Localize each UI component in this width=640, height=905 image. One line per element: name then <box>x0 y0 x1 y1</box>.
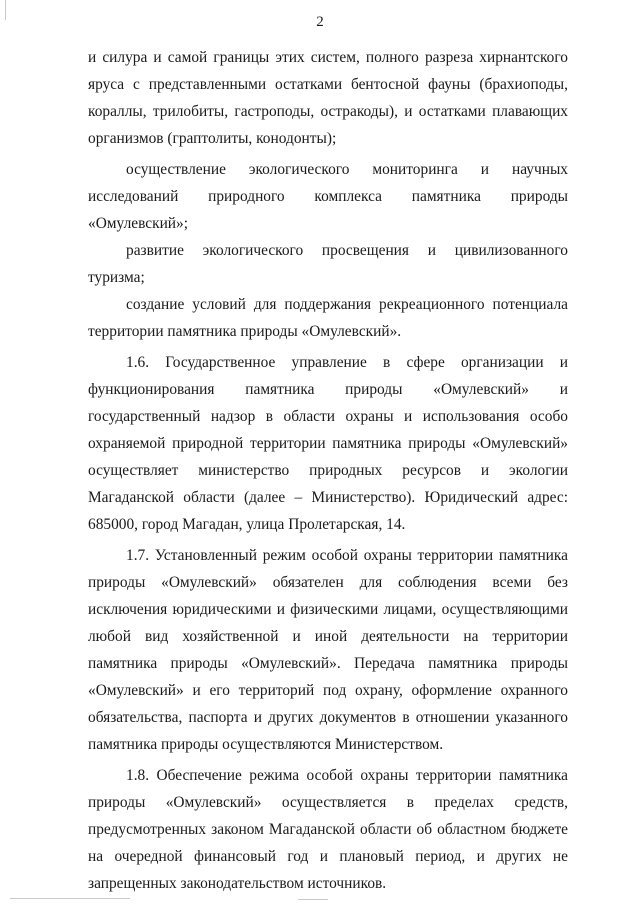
paragraph-continuation: и силура и самой границы этих систем, полного разреза хирнантского яруса с представленными остатками бентосной фауны (брахиоподы, кораллы, трилобиты, гастроподы, остракоды), и остатками плавающих организмов (граптолиты, конодонты); <box>88 49 568 147</box>
paragraph-recreation: создание условий для поддержания рекреационного потенциала территории памятника природы «Омулевский». <box>88 296 568 340</box>
document-body <box>88 44 568 897</box>
paragraph-education: развитие экологического просвещения и цивилизованного туризма; <box>88 242 568 286</box>
paragraph-1-7: 1.7. Установленный режим особой охраны территории памятника природы «Омулевский» обязателен для соблюдения всеми без исключения юридическими и физическими лицами, осуществляющими любой вид хозяйственной и иной деятельности на территории памятника природы «Омулевский». Передача памятника природы «Омулевский» и его территорий под охрану, оформление охранного обязательства, паспорта и других документов в отношении указанного памятника природы осуществляются Министерством. <box>88 547 568 753</box>
paragraph-1-8: 1.8. Обеспечение режима особой охраны территории памятника природы «Омулевский» осуществляется в пределах средств, предусмотренных законом Магаданской области об областном бюджете на очередной финансовый год и плановый период, и других не запрещенных законодательством источников. <box>88 767 568 892</box>
paragraph-1-6: 1.6. Государственное управление в сфере организации и функционирования памятника природы «Омулевский» и государственный надзор в области охраны и использования особо охраняемой природной территории памятника природы «Омулевский» осуществляет министерство природных ресурсов и экологии Магаданской области (далее – Министерство). Юридический адрес: 685000, город Магадан, улица Пролетарская, 14. <box>88 354 568 533</box>
scan-artifact <box>298 899 328 900</box>
page-number: 2 <box>316 14 324 30</box>
scan-artifact <box>10 898 130 899</box>
paragraph-monitoring: осуществление экологического мониторинга и научных исследований природного комплекса памятника природы «Омулевский»; <box>88 161 568 232</box>
scan-artifact <box>5 0 6 20</box>
